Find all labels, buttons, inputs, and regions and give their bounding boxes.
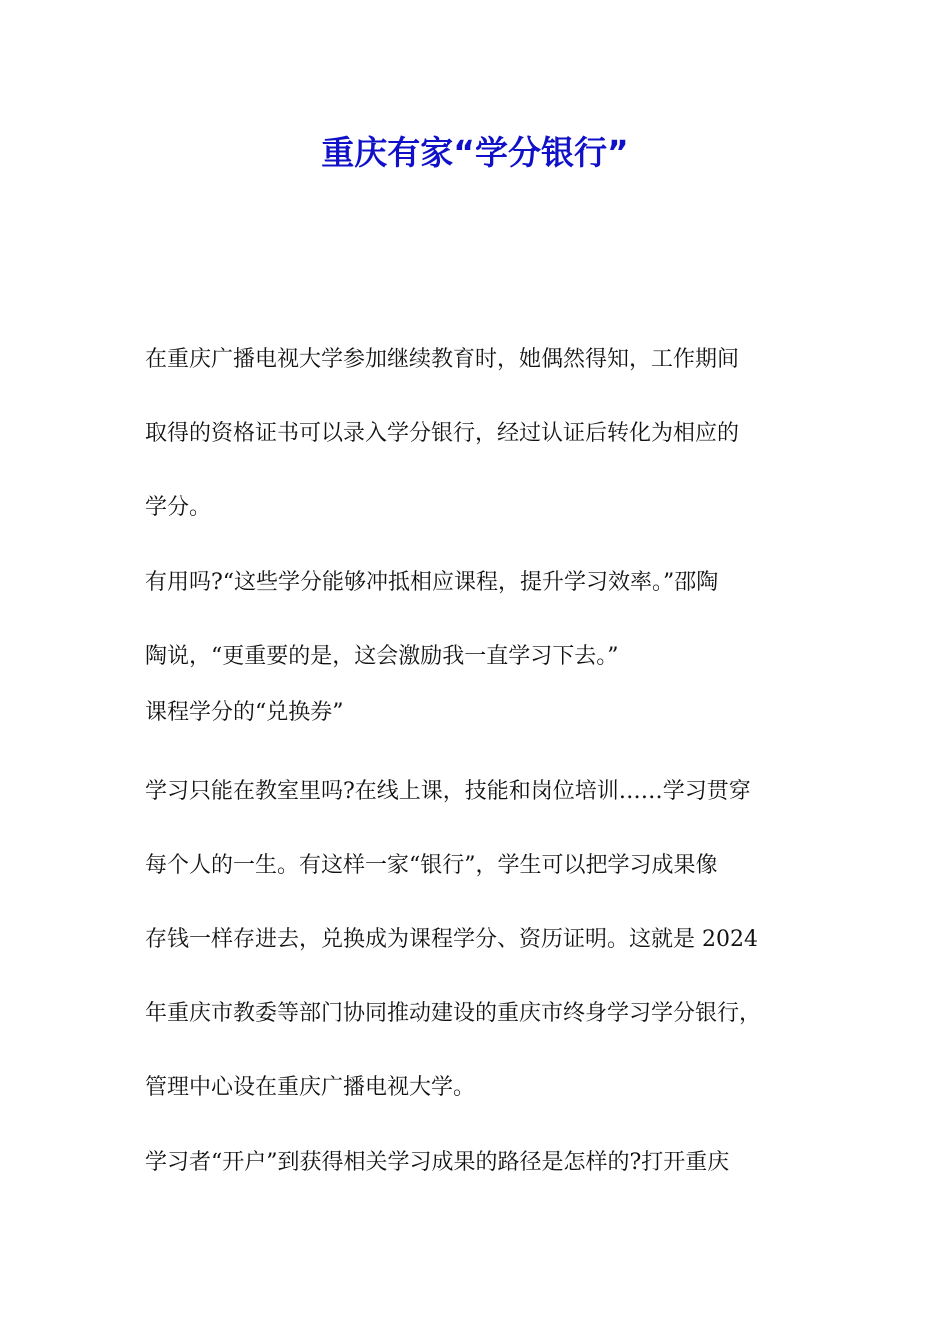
paragraph-line: 学习只能在教室里吗?在线上课，技能和岗位培训……学习贯穿 (145, 779, 751, 804)
document-title: 重庆有家“学分银行” (321, 133, 629, 172)
paragraph-line: 学分。 (145, 495, 212, 520)
paragraph-line: 每个人的一生。有这样一家“银行”，学生可以把学习成果像 (145, 853, 718, 878)
paragraph-line: 在重庆广播电视大学参加继续教育时，她偶然得知，工作期间 (145, 347, 740, 372)
paragraph-line: 存钱一样存进去，兑换成为课程学分、资历证明。这就是 2024 (145, 927, 758, 952)
paragraph-line: 管理中心设在重庆广播电视大学。 (145, 1075, 476, 1100)
paragraph-line: 取得的资格证书可以录入学分银行，经过认证后转化为相应的 (145, 421, 740, 446)
paragraph-line: 有用吗?“这些学分能够冲抵相应课程，提升学习效率。”邵陶 (145, 570, 719, 595)
paragraph-line: 年重庆市教委等部门协同推动建设的重庆市终身学习学分银行， (145, 1001, 762, 1026)
section-heading: 课程学分的“兑换券” (145, 700, 344, 725)
document-body (145, 335, 817, 1188)
paragraph-line: 学习者“开户”到获得相关学习成果的路径是怎样的?打开重庆 (145, 1150, 730, 1175)
paragraph-line: 陶说，“更重要的是，这会激励我一直学习下去。” (145, 644, 619, 669)
